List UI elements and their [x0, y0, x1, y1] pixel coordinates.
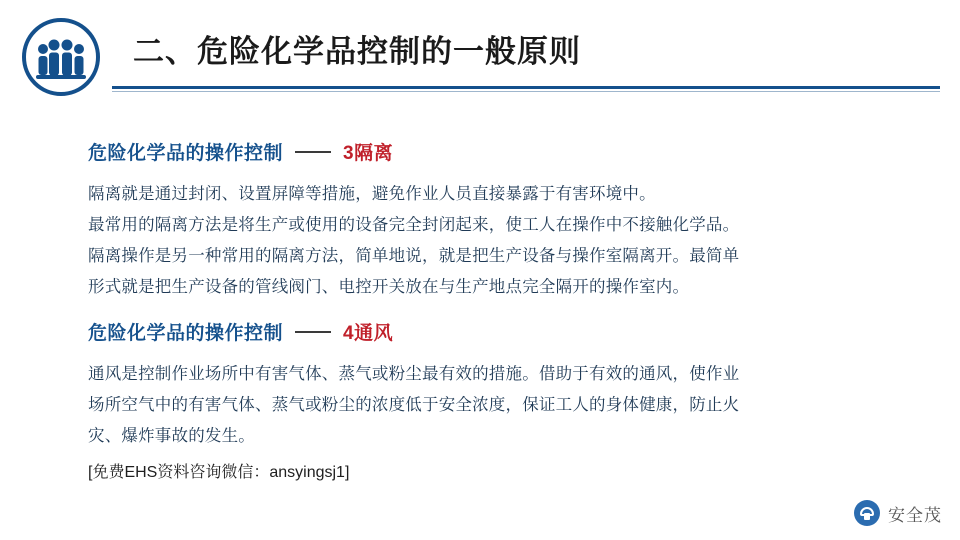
- people-group-icon: [22, 18, 100, 96]
- section-paragraph: [88, 359, 888, 452]
- section-heading-number: 4通风: [343, 323, 394, 344]
- section-heading-label: 危险化学品的操作控制: [88, 143, 284, 164]
- slide-content: [0, 110, 960, 540]
- brand-mark: [854, 500, 942, 526]
- section-paragraph: [88, 179, 888, 303]
- section-heading-number: 3隔离: [343, 143, 394, 164]
- section-heading: [88, 318, 888, 345]
- logo: [22, 18, 100, 96]
- paragraph-line: 隔离就是通过封闭、设置屏障等措施，避免作业人员直接暴露于有害环境中。: [88, 185, 656, 203]
- heading-dash-icon: [295, 151, 331, 153]
- wechat-badge-icon: [854, 500, 880, 526]
- brand-name: 安全茂: [888, 505, 942, 525]
- section-isolation: [88, 138, 888, 303]
- paragraph-line: 隔离操作是另一种常用的隔离方法，简单地说，就是把生产设备与操作室隔离开。最简单: [88, 247, 740, 265]
- paragraph-line: 场所空气中的有害气体、蒸气或粉尘的浓度低于安全浓度，保证工人的身体健康，防止火: [88, 396, 740, 414]
- section-heading-label: 危险化学品的操作控制: [88, 323, 284, 344]
- header-rule: [112, 86, 940, 89]
- section-ventilation: [88, 318, 888, 488]
- paragraph-line: 灾、爆炸事故的发生。: [88, 427, 255, 445]
- header-rule-secondary: [112, 91, 940, 92]
- slide-header: [0, 0, 960, 110]
- paragraph-line: 通风是控制作业场所中有害气体、蒸气或粉尘最有效的措施。借助于有效的通风，使作业: [88, 365, 740, 383]
- paragraph-line: 形式就是把生产设备的管线阀门、电控开关放在与生产地点完全隔开的操作室内。: [88, 278, 690, 296]
- heading-dash-icon: [295, 331, 331, 333]
- section-heading: [88, 138, 888, 165]
- contact-note: [免费EHS资料咨询微信：ansyingsj1]: [88, 464, 350, 481]
- page-title: 二、危险化学品控制的一般原则: [133, 34, 581, 69]
- paragraph-line: 最常用的隔离方法是将生产或使用的设备完全封闭起来，使工人在操作中不接触化学品。: [88, 216, 740, 234]
